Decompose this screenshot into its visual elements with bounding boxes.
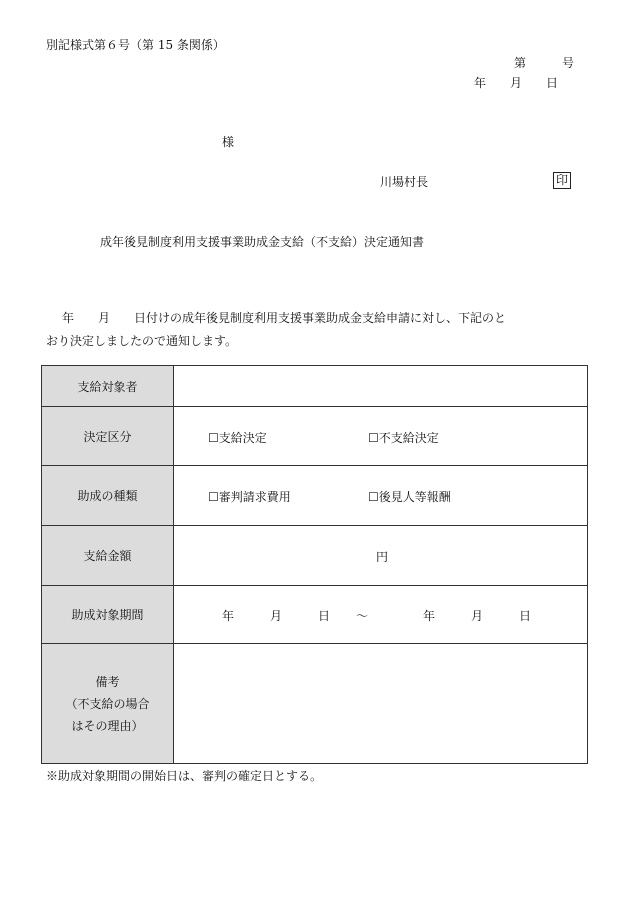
option-petition-cost: ☐審判請求費用 bbox=[208, 490, 291, 504]
document-number-label: 第 号 bbox=[514, 56, 575, 70]
period-end: 年 月 日 bbox=[423, 609, 532, 623]
addressee-honorific: 様 bbox=[222, 135, 235, 149]
row-decision bbox=[42, 407, 588, 466]
option-guardian-fee: ☐後見人等報酬 bbox=[368, 490, 451, 504]
body-line-1: 年 月 日付けの成年後見制度利用支援事業助成金支給申請に対し、下記のと bbox=[62, 311, 507, 325]
remarks-label-line2: （不支給の場合 bbox=[65, 696, 150, 711]
period-label: 助成対象期間 bbox=[42, 586, 174, 644]
recipient-label: 支給対象者 bbox=[42, 366, 174, 407]
period-separator: ～ bbox=[356, 609, 369, 623]
body-line-2: おり決定しましたので通知します。 bbox=[46, 334, 238, 348]
decision-label: 決定区分 bbox=[42, 407, 174, 466]
remarks-label-line3: はその理由） bbox=[71, 718, 144, 733]
period-start: 年 月 日 bbox=[222, 609, 331, 623]
row-recipient bbox=[42, 366, 588, 407]
footnote: ※助成対象期間の開始日は、審判の確定日とする。 bbox=[46, 769, 323, 783]
row-type bbox=[42, 466, 588, 526]
remarks-label-line1: 備考 bbox=[95, 674, 120, 689]
sender-name: 川場村長 bbox=[380, 175, 429, 189]
amount-label: 支給金額 bbox=[42, 526, 174, 586]
row-remarks bbox=[42, 644, 588, 764]
document-title: 成年後見制度利用支援事業助成金支給（不支給）決定通知書 bbox=[100, 235, 425, 249]
seal-mark: 印 bbox=[553, 172, 571, 189]
type-value bbox=[174, 466, 588, 526]
row-amount bbox=[42, 526, 588, 586]
amount-unit: 円 bbox=[376, 550, 389, 564]
type-label: 助成の種類 bbox=[42, 466, 174, 526]
row-period bbox=[42, 586, 588, 644]
amount-value bbox=[174, 526, 588, 586]
decision-value bbox=[174, 407, 588, 466]
issue-date-label: 年 月 日 bbox=[474, 76, 559, 90]
remarks-label bbox=[42, 644, 174, 764]
decision-table bbox=[41, 365, 588, 764]
recipient-value bbox=[174, 366, 588, 407]
form-number: 別記様式第６号（第 15 条関係） bbox=[46, 38, 225, 52]
option-approve: ☐支給決定 bbox=[208, 431, 267, 445]
body-text bbox=[46, 307, 586, 353]
period-value bbox=[174, 586, 588, 644]
option-reject: ☐不支給決定 bbox=[368, 431, 439, 445]
remarks-value bbox=[174, 644, 588, 764]
